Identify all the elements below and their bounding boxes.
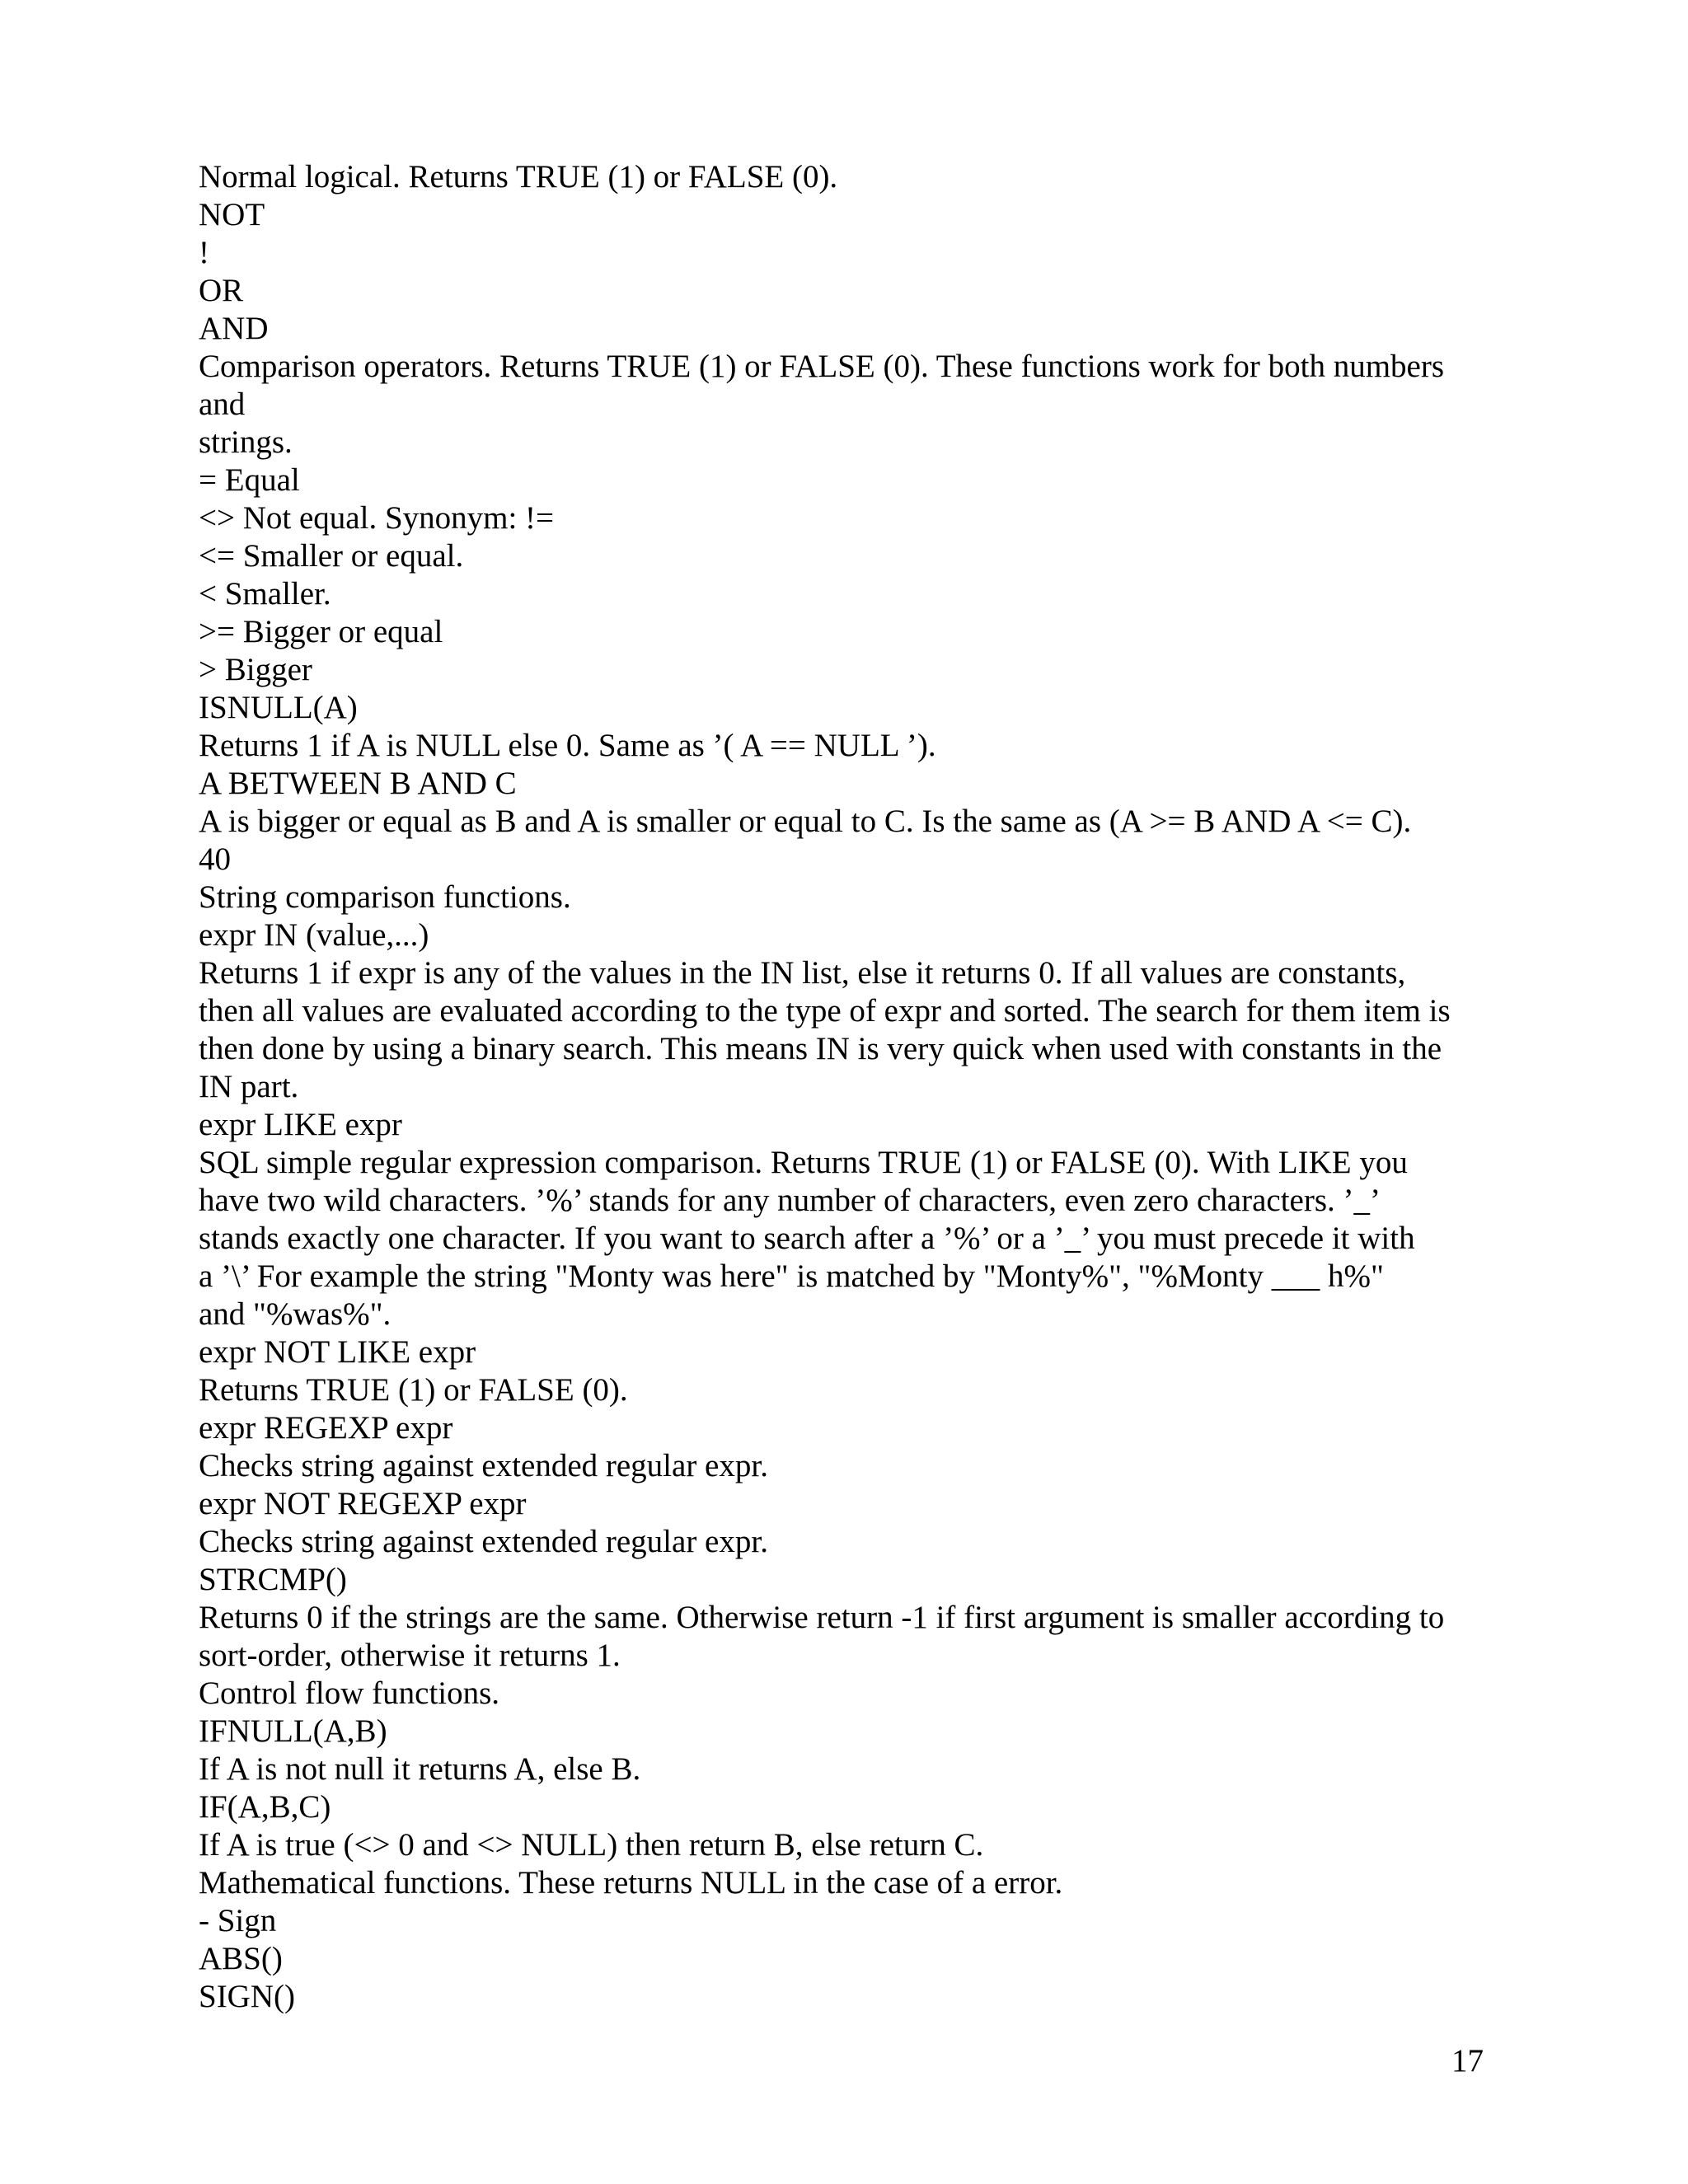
text-line: < Smaller.: [199, 576, 331, 612]
text-line: then done by using a binary search. This means IN is very quick when used with constants in the: [199, 1031, 1442, 1066]
text-line: have two wild characters. ’%’ stands for any number of characters, even zero characters. ’_’: [199, 1183, 1381, 1218]
text-line: Checks string against extended regular expr.: [199, 1524, 768, 1559]
page-number: 17: [1451, 2043, 1484, 2079]
text-line: SQL simple regular expression comparison. Returns TRUE (1) or FALSE (0). With LIKE you: [199, 1145, 1408, 1180]
text-line: = Equal: [199, 462, 300, 498]
text-line: ISNULL(A): [199, 690, 358, 725]
text-line: IFNULL(A,B): [199, 1713, 387, 1749]
text-line: IN part.: [199, 1069, 299, 1104]
text-line: If A is true (<> 0 and <> NULL) then return B, else return C.: [199, 1827, 984, 1863]
text-line: and "%was%".: [199, 1296, 392, 1332]
text-line: <= Smaller or equal.: [199, 538, 464, 574]
text-line: Returns TRUE (1) or FALSE (0).: [199, 1372, 628, 1408]
text-line: OR: [199, 273, 244, 308]
text-line: A is bigger or equal as B and A is smaller or equal to C. Is the same as (A >= B AND A <= C).: [199, 804, 1412, 839]
text-line: Returns 0 if the strings are the same. Otherwise return -1 if first argument is smaller according to: [199, 1600, 1445, 1635]
text-line: Returns 1 if A is NULL else 0. Same as ’( A == NULL ’).: [199, 728, 936, 763]
text-line: Checks string against extended regular expr.: [199, 1448, 768, 1483]
text-line: Control flow functions.: [199, 1675, 500, 1711]
text-line: expr LIKE expr: [199, 1107, 402, 1142]
text-line: IF(A,B,C): [199, 1789, 331, 1825]
text-line: If A is not null it returns A, else B.: [199, 1751, 641, 1787]
text-line: String comparison functions.: [199, 879, 571, 915]
text-line: sort-order, otherwise it returns 1.: [199, 1638, 621, 1673]
text-line: strings.: [199, 424, 293, 460]
text-line: then all values are evaluated according to the type of expr and sorted. The search for them item is: [199, 993, 1451, 1029]
text-line: stands exactly one character. If you want to search after a ’%’ or a ’_’ you must precede it with: [199, 1221, 1415, 1256]
text-line: A BETWEEN B AND C: [199, 766, 517, 801]
text-line: NOT: [199, 197, 265, 232]
text-line: Comparison operators. Returns TRUE (1) or FALSE (0). These functions work for both numbers: [199, 349, 1445, 384]
page-body: [199, 158, 1493, 2016]
text-line: STRCMP(): [199, 1562, 347, 1597]
text-line: 40: [199, 841, 231, 877]
text-line: and: [199, 387, 246, 422]
text-line: >= Bigger or equal: [199, 614, 443, 649]
text-line: Mathematical functions. These returns NULL in the case of a error.: [199, 1865, 1063, 1900]
text-line: SIGN(): [199, 1979, 295, 2014]
text-line: a ’\’ For example the string "Monty was here" is matched by "Monty%", "%Monty ___ h%": [199, 1258, 1384, 1294]
text-line: AND: [199, 311, 269, 346]
text-line: expr REGEXP expr: [199, 1410, 453, 1446]
text-line: expr NOT LIKE expr: [199, 1334, 476, 1370]
text-line: expr IN (value,...): [199, 917, 429, 953]
text-line: !: [199, 235, 209, 270]
text-line: Normal logical. Returns TRUE (1) or FALSE (0).: [199, 159, 838, 194]
text-line: - Sign: [199, 1903, 277, 1938]
text-line: expr NOT REGEXP expr: [199, 1486, 527, 1521]
text-line: > Bigger: [199, 652, 312, 687]
text-line: ABS(): [199, 1941, 283, 1976]
text-line: <> Not equal. Synonym: !=: [199, 500, 555, 536]
text-line: Returns 1 if expr is any of the values in the IN list, else it returns 0. If all values are constants,: [199, 955, 1406, 991]
